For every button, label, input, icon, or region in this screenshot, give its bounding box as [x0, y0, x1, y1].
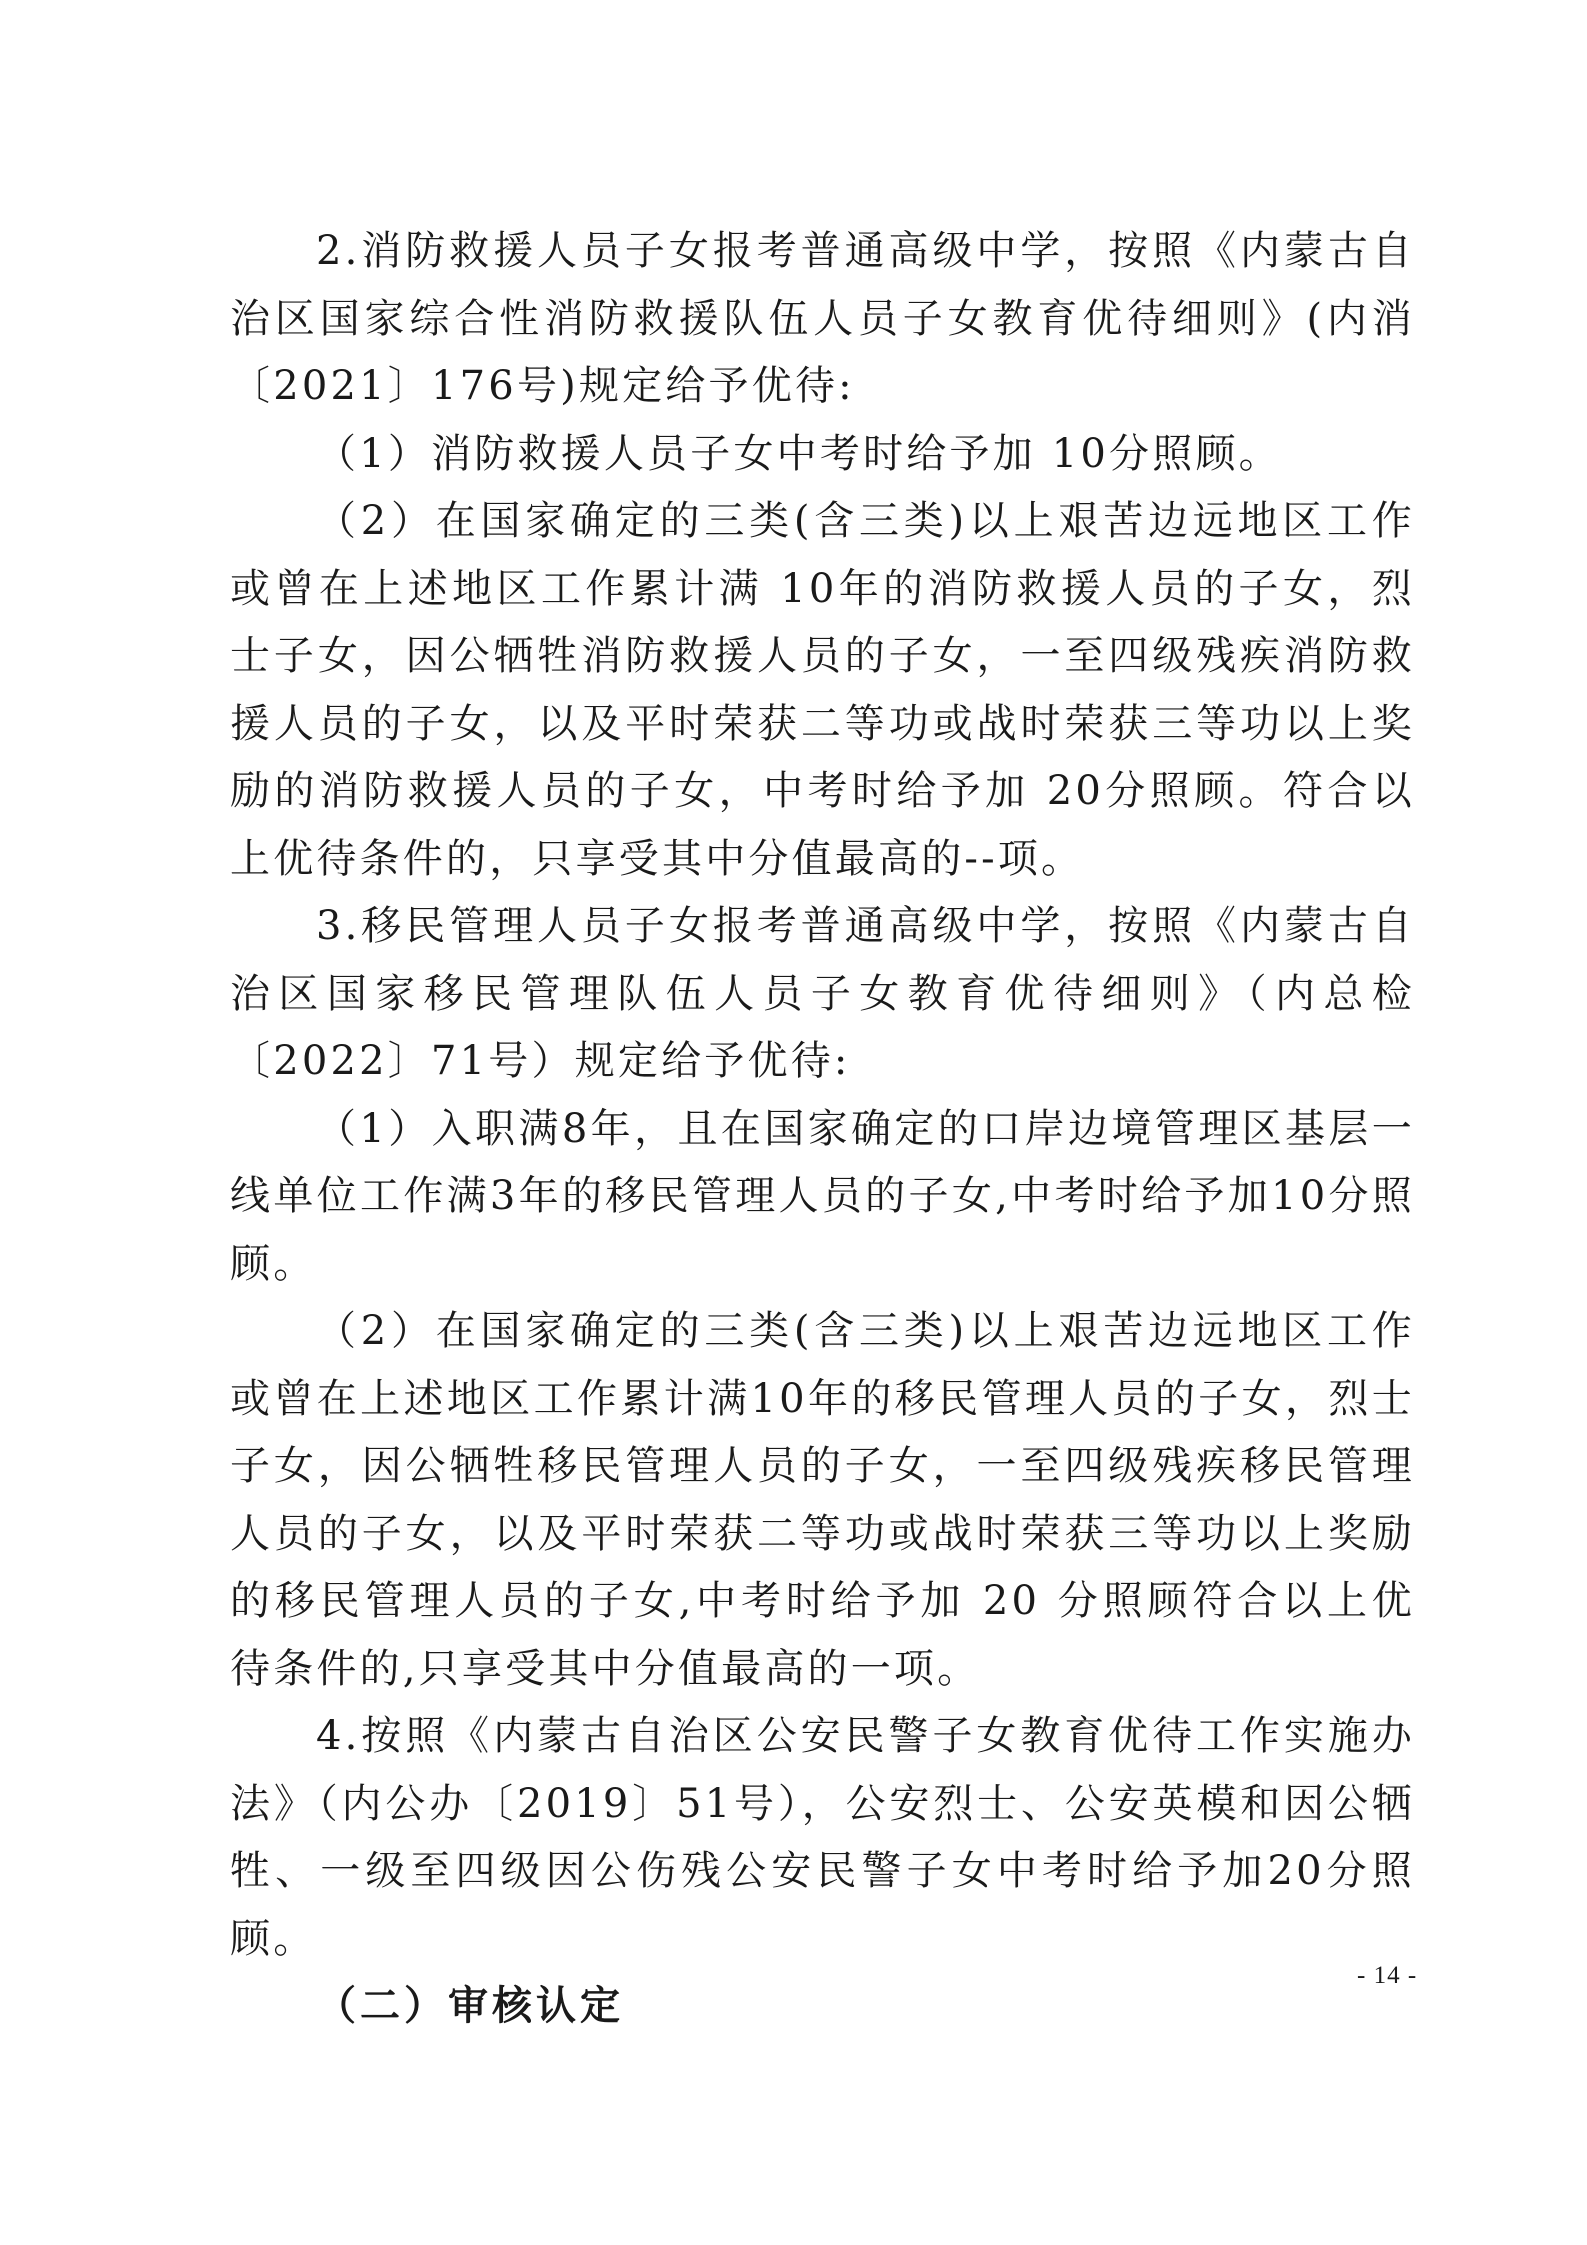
paragraph-fire-rescue-item-1: （1）消防救援人员子女中考时给予加 10分照顾。	[316, 430, 1282, 477]
paragraph-immigration-intro: 3.移民管理人员子女报考普通高级中学，按照《内蒙古自治区国家移民管理队伍人员子女教育优待细则》（内总检〔2022〕71号）规定给予优待:	[230, 903, 1415, 1084]
document-body	[230, 218, 1418, 2041]
section-heading-review: （二）审核认定	[316, 1983, 624, 2029]
paragraph-immigration-item-2: （2）在国家确定的三类(含三类)以上艰苦边远地区工作或曾在上述地区工作累计满10年的移民管理人员的子女，烈士子女，因公牺牲移民管理人员的子女，一至四级残疾移民管理人员的子女，以及平时荣获二等功或战时荣获三等功以上奖励的移民管理人员的子女,中考时给予加 20 分照顾符合以上优待条件的,只享受其中分值最高的一项。	[230, 1308, 1415, 1692]
paragraph-fire-rescue-item-2: （2）在国家确定的三类(含三类)以上艰苦边远地区工作或曾在上述地区工作累计满 10年的消防救援人员的子女，烈士子女，因公牺牲消防救援人员的子女，一至四级残疾消防救援人员的子女，以及平时荣获二等功或战时荣获三等功以上奖励的消防救援人员的子女，中考时给予加 20分照顾。符合以上优待条件的，只享受其中分值最高的--项。	[230, 498, 1415, 882]
page-number: - 14 -	[1357, 1962, 1418, 1989]
paragraph-fire-rescue-intro: 2.消防救援人员子女报考普通高级中学，按照《内蒙古自治区国家综合性消防救援队伍人员子女教育优待细则》(内消〔2021〕176号)规定给予优待:	[230, 228, 1415, 409]
paragraph-immigration-item-1: （1）入职满8年，且在国家确定的口岸边境管理区基层一线单位工作满3年的移民管理人员的子女,中考时给予加10分照顾。	[230, 1105, 1415, 1287]
paragraph-police: 4.按照《内蒙古自治区公安民警子女教育优待工作实施办法》（内公办〔2019〕51号），公安烈士、公安英模和因公牺牲、一级至四级因公伤残公安民警子女中考时给予加20分照顾。	[230, 1713, 1415, 1962]
